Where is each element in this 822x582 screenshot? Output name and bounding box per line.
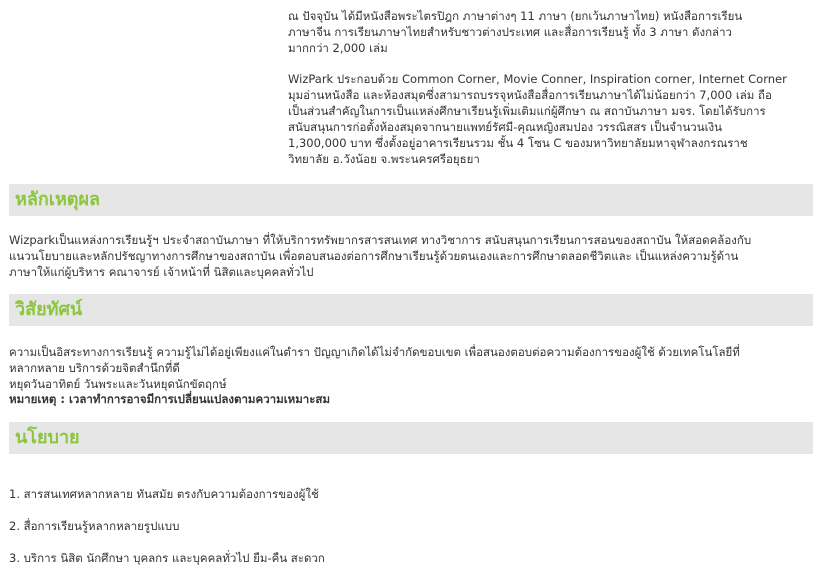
vision-text: ความเป็นอิสระทางการเรียนรู้ ความรู้ไม่ได้อยู่เพียงแค่ในตำรา ปัญญาเกิดได้ไม่จำกัดขอบเขต เพื่อสนองตอบต่อความต้องการของผู้ใช้ ด้วยเทคโนโลยีที่ หลากหลาย บริการด้วยจิตสำนึกที่ดี หยุดวันอาทิตย์ วันพระและวันหยุดนักขัตฤกษ์ [9,345,740,391]
opening-hours-note: หมายเหตุ : เวลาทำการอาจมีการเปลี่ยนแปลงตามความเหมาะสม [9,392,331,406]
policy-item: 2. สื่อการเรียนรู้หลากหลายรูปแบบ [9,519,180,533]
intro-paragraph-collection: ณ ปัจจุบัน ได้มีหนังสือพระไตรปิฎก ภาษาต่างๆ 11 ภาษา (ยกเว้นภาษาไทย) หนังสือการเรียน ภาษาจีน การเรียนภาษาไทยสำหรับชาวต่างประเทศ และสื่อการเรียนรู้ ทั้ง 3 ภาษา ดังกล่าว มากกว่า 2,000 เล่ม [288,9,743,55]
section-header-vision [9,294,813,326]
section-title-policy: นโยบาย [15,427,80,448]
section-title-vision: วิสัยทัศน์ [15,299,83,320]
policy-item: 1. สารสนเทศหลากหลาย ทันสมัย ตรงกับความต้องการของผู้ใช้ [9,487,319,501]
intro-paragraph-wizpark: WizPark ประกอบด้วย Common Corner, Movie Conner, Inspiration corner, Internet Corner มุมอ่านหนังสือ และห้องสมุดซึ่งสามารถบรรจุหนังสือสื่อการเรียนภาษาได้ไม่น้อยกว่า 7,000 เล่ม ถือ เป็นส่วนสำคัญในการเป็นแหล่งศึกษาเรียนรู้เพิ่มเติมแก่ผู้ศึกษา ณ สถาบันภาษา มจร. โดยได้รับการ สนับสนุนการก่อตั้งห้องสมุดจากนายแพทย์รัศมี-คุณหญิงสมปอง วรรณิสสร เป็นจำนวนเงิน 1,300,000 บาท ซึ่งตั้งอยู่อาคารเรียนรวม ชั้น 4 โซน C ของมหาวิทยาลัยมหาจุฬาลงกรณราช วิทยาลัย อ.วังน้อย จ.พระนครศรีอยุธยา [288,72,787,166]
reason-text: Wizparkเป็นแหล่งการเรียนรู้ฯ ประจำสถาบันภาษา ที่ให้บริการทรัพยากรสารสนเทศ ทางวิชาการ สนับสนุนการเรียนการสอนของสถาบัน ให้สอดคล้องกับ แนวนโยบายและหลักปรัชญาทางการศึกษาของสถาบัน เพื่อตอบสนองต่อการศึกษาเรียนรู้ด้วยตนเองและการศึกษาตลอดชีวิตและ เป็นแหล่งความรู้ด้าน ภาษาให้แก่ผู้บริหาร คณาจารย์ เจ้าหน้าที่ นิสิตและบุคคลทั่วไป [9,233,752,279]
section-header-reason [9,184,813,216]
section-header-policy [9,422,813,454]
policy-list [9,470,815,582]
section-title-reason: หลักเหตุผล [15,189,101,210]
policy-item: 3. บริการ นิสิต นักศึกษา บุคลกร และบุคคลทั่วไป ยืม-คืน สะดวก [9,551,325,565]
